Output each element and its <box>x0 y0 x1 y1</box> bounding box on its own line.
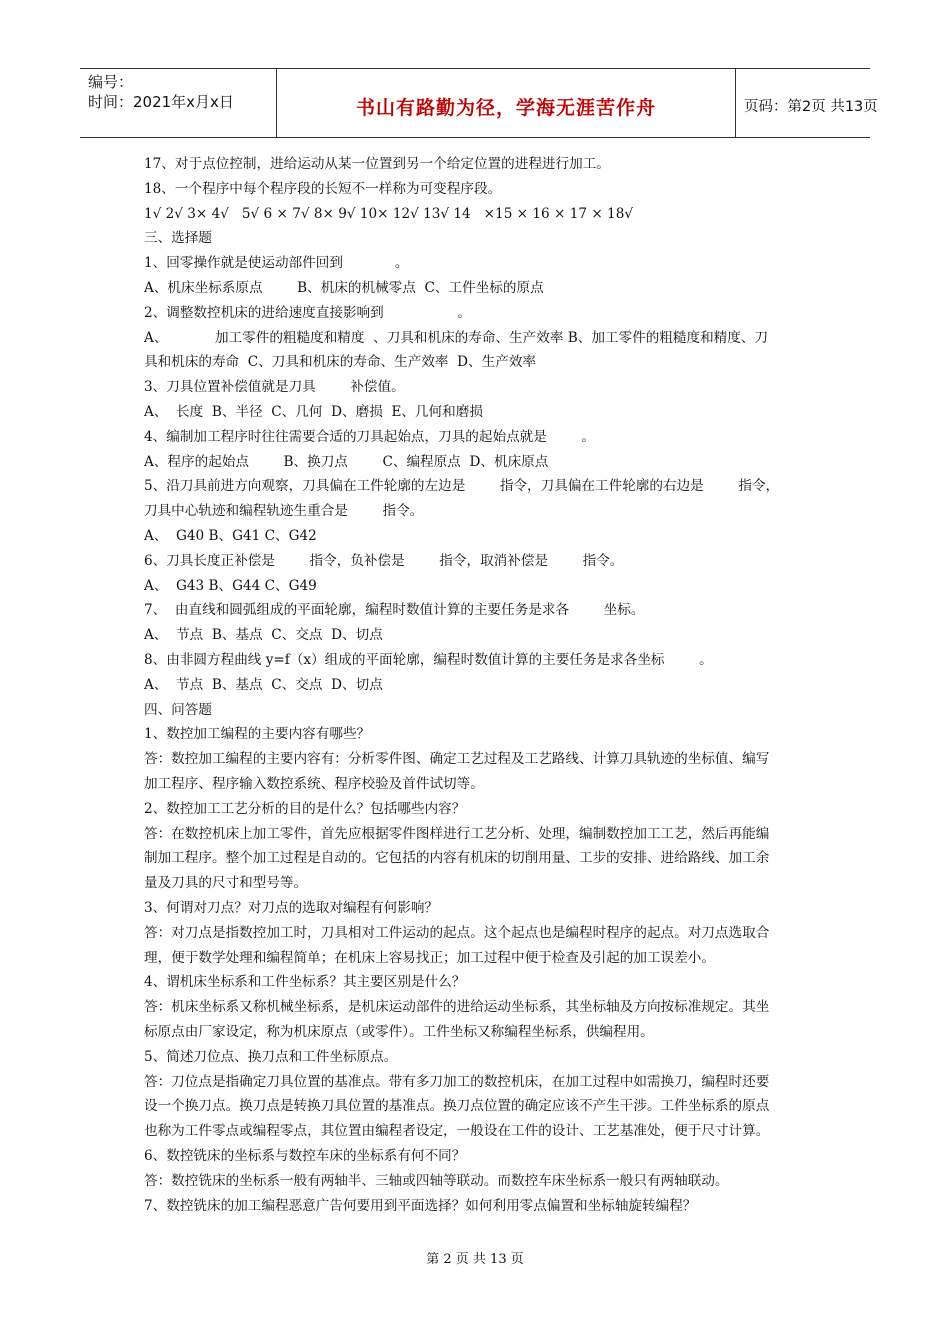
text-line: 答：在数控机床上加工零件，首先应根据零件图样进行工艺分析、处理，编制数控加工工艺，然后再能编 <box>144 825 770 842</box>
text-line: 5、沿刀具前进方向观察，刀具偏在工件轮廓的左边是 指令，刀具偏在工件轮廓的右边是 指令， <box>144 478 780 495</box>
text-line: 8、由非圆方程曲线 y=f（x）组成的平面轮廓，编程时数值计算的主要任务是求各坐标 。 <box>144 652 713 668</box>
text-line: 2、调整数控机床的进给速度直接影响到 。 <box>144 304 471 321</box>
text-line: 设一个换刀点。换刀点是转换刀具位置的基准点。换刀点位置的确定应该不产生干涉。工件坐标系的原点 <box>144 1098 770 1115</box>
header-page-cell <box>736 69 878 137</box>
text-line: 4、谓机床坐标系和工件坐标系？其主要区别是什么？ <box>144 974 466 991</box>
text-line: 1、回零操作就是使运动部件回到 。 <box>144 255 409 272</box>
text-line: 1√ 2√ 3× 4√ 5√ 6 × 7√ 8× 9√ 10× 12√ 13√ 14 ×15 × 16 × 17 × 18√ <box>144 205 634 222</box>
text-line: 3、何谓对刀点？对刀点的选取对编程有何影响？ <box>144 900 439 916</box>
text-line: 3、刀具位置补偿值就是刀具 补偿值。 <box>144 379 405 396</box>
text-line: A、 长度 B、半径 C、几何 D、磨损 E、几何和磨损 <box>144 404 483 420</box>
header-page-info: 页码：第2页 共13页 <box>744 99 878 115</box>
text-line: 答：数控加工编程的主要内容有：分析零件图、确定工艺过程及工艺路线、计算刀具轨迹的坐标值、编写 <box>144 751 770 768</box>
text-line: A、 节点 B、基点 C、交点 D、切点 <box>144 627 383 644</box>
text-line: 具和机床的寿命 C、刀具和机床的寿命、生产效率 D、生产效率 <box>144 354 537 371</box>
text-line: A、 G40 B、G41 C、G42 <box>144 528 317 544</box>
header-meta-cell <box>80 69 277 137</box>
text-line: 制加工程序。整个加工过程是自动的。它包括的内容有机床的切削用量、工步的安排、进给路线、加工余 <box>144 850 770 867</box>
text-line: 三、选择题 <box>144 230 212 247</box>
text-line: 加工程序、程序输入数控系统、程序校验及首件试切等。 <box>144 776 484 792</box>
text-line: A、 G43 B、G44 C、G49 <box>144 577 317 594</box>
text-line: 6、数控铣床的坐标系与数控车床的坐标系有何不同？ <box>144 1148 466 1164</box>
document-date: 时间：2021年x月x日 <box>88 93 234 111</box>
text-line: 答：机床坐标系又称机械坐标系，是机床运动部件的进给运动坐标系，其坐标轴及方向按标准规定。其坐 <box>144 999 770 1016</box>
header-motto: 书山有路勤为径，学海无涯苦作舟 <box>355 97 656 119</box>
text-line: 答：刀位点是指确定刀具位置的基准点。带有多刀加工的数控机床，在加工过程中如需换刀，编程时还要 <box>144 1073 770 1090</box>
page-header <box>80 68 878 138</box>
text-line: A、 加工零件的粗糙度和精度 、刀具和机床的寿命、生产效率 B、加工零件的粗糙度和精度、刀 <box>144 329 769 346</box>
header-motto-cell <box>277 69 736 137</box>
text-line: 1、数控加工编程的主要内容有哪些？ <box>144 726 371 743</box>
text-line: 也称为工件零点或编程零点，其位置由编程者设定，一般设在工件的设计、工艺基准处，便于尺寸计算。 <box>144 1123 770 1140</box>
text-line: 2、数控加工工艺分析的目的是什么？包括哪些内容？ <box>144 800 466 817</box>
text-line: A、 节点 B、基点 C、交点 D、切点 <box>144 676 383 693</box>
text-line: 答：数控铣床的坐标系一般有两轴半、三轴或四轴等联动。而数控车床坐标系一般只有两轴联动。 <box>144 1172 729 1189</box>
text-line: 5、简述刀位点、换刀点和工件坐标原点。 <box>144 1048 398 1065</box>
text-line: 6、刀具长度正补偿是 指令，负补偿是 指令，取消补偿是 指令。 <box>144 552 624 569</box>
text-line: 17、对于点位控制，进给运动从某一位置到另一个给定位置的进程进行加工。 <box>144 156 610 172</box>
text-line: A、机床坐标系原点 B、机床的机械零点 C、工件坐标的原点 <box>144 280 544 296</box>
text-line: 7、 由直线和圆弧组成的平面轮廓，编程时数值计算的主要任务是求各 坐标。 <box>144 602 645 619</box>
page-footer: 第 2 页 共 13 页 <box>426 1252 524 1267</box>
text-line: 4、编制加工程序时往往需要合适的刀具起始点，刀具的起始点就是 。 <box>144 428 596 445</box>
text-line: 理，便于数学处理和编程简单；在机床上容易找正；加工过程中便于检查及引起的加工误差小。 <box>144 949 715 966</box>
text-line: A、程序的起始点 B、换刀点 C、编程原点 D、机床原点 <box>144 453 549 470</box>
text-line: 刀具中心轨迹和编程轨迹生重合是 指令。 <box>144 503 424 520</box>
document-number-label: 编号： <box>88 73 134 91</box>
text-line: 答：对刀点是指数控加工时，刀具相对工件运动的起点。这个起点也是编程时程序的起点。对刀点选取合 <box>144 924 770 941</box>
text-line: 量及刀具的尺寸和型号等。 <box>144 875 308 892</box>
text-line: 7、数控铣床的加工编程恶意广告何要用到平面选择？如何利用零点偏置和坐标轴旋转编程？ <box>144 1197 697 1214</box>
text-line: 四、问答题 <box>144 701 212 718</box>
text-line: 18、一个程序中每个程序段的长短不一样称为可变程序段。 <box>144 180 502 197</box>
text-line: 标原点由厂家设定，称为机床原点（或零件）。工件坐标又称编程坐标系，供编程用。 <box>144 1024 654 1040</box>
